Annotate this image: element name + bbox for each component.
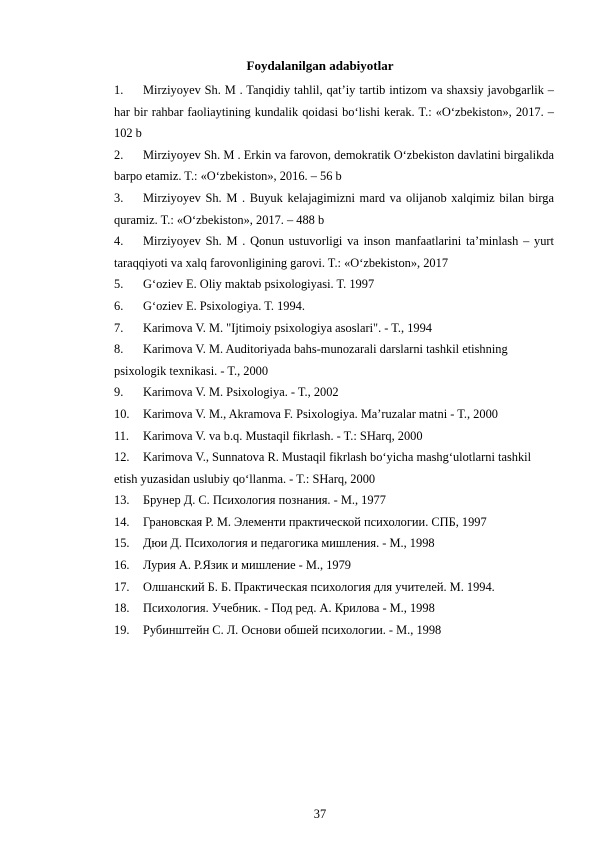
page-number: 37: [313, 807, 327, 821]
list-item: [114, 577, 554, 599]
reference-number: 8.: [114, 342, 124, 357]
reference-text: Karimova V. va b.q. Mustaqil fikrlash. - T.: SHarq, 2000: [143, 428, 423, 443]
list-item: [114, 404, 554, 426]
reference-text: G‘oziev E. Oliy maktab psixologiyasi. T. 1997: [143, 277, 375, 292]
list-item: [114, 512, 554, 534]
reference-text: Karimova V. M. "Ijtimoiy psixologiya asoslari". - T., 1994: [143, 320, 432, 335]
reference-text: Mirziyoyev Sh. M . Tanqidiy tahlil, qat’iy tartib intizom va shaxsiy javobgarlik – har bir rahbar faoliaytining kundalik qoidasi bo‘lishi kerak. T.: «O‘zbekiston», 2017. – 102 b: [114, 83, 554, 141]
list-item: [114, 533, 554, 555]
reference-number: 15.: [114, 536, 130, 551]
list-item: [114, 296, 554, 318]
reference-number: 5.: [114, 277, 124, 292]
list-item: [114, 598, 554, 620]
reference-number: 14.: [114, 514, 130, 529]
reference-text: Karimova V. M. Auditoriyada bahs-munozarali darslarni tashkil etishning psixologik texnikasi. - T., 2000: [114, 342, 508, 378]
list-item: [114, 339, 554, 382]
list-item: [114, 382, 554, 404]
reference-text: Mirziyoyev Sh. M . Qonun ustuvorligi va inson manfaatlarini ta’minlash – yurt taraqqiyoti va xalq farovonligining garovi. T.: «O‘zbekiston», 2017: [114, 234, 554, 270]
list-item: [114, 231, 554, 274]
page-title: Foydalanilgan adabiyotlar: [246, 58, 394, 73]
reference-text: Лурия А. Р.Язик и мишление - М., 1979: [143, 558, 352, 573]
reference-text: Брунер Д. С. Психология познания. - М., 1977: [143, 493, 386, 508]
reference-text: Mirziyoyev Sh. M . Buyuk kelajagimizni mard va olijanob xalqimiz bilan birga quramiz. T.: «O‘zbekiston», 2017. – 488 b: [114, 190, 554, 227]
reference-number: 11.: [114, 428, 130, 443]
reference-text: Психология. Учебник. - Под ред. А. Крилова - М., 1998: [143, 601, 435, 616]
reference-number: 1.: [114, 83, 124, 97]
reference-text: Karimova V. M., Akramova F. Psixologiya. Ma’ruzalar matni - T., 2000: [143, 406, 498, 421]
list-item: [114, 80, 554, 145]
reference-text: Mirziyoyev Sh. M . Erkin va farovon, demokratik O‘zbekiston davlatini birgalikda barpo etamiz. T.: «O‘zbekiston», 2016. – 56 b: [114, 147, 554, 184]
list-item: [114, 620, 554, 642]
reference-number: 13.: [114, 493, 130, 508]
reference-number: 12.: [114, 450, 130, 465]
reference-number: 16.: [114, 558, 130, 573]
list-item: [114, 145, 554, 188]
reference-text: Karimova V., Sunnatova R. Mustaqil fikrlash bo‘yicha mashg‘ulotlarni tashkil etish yuzasidan uslubiy qo‘llanma. - T.: SHarq, 2000: [114, 450, 532, 486]
reference-list: [114, 80, 554, 641]
reference-number: 6.: [114, 298, 124, 313]
reference-text: Karimova V. M. Psixologiya. - T., 2002: [143, 385, 339, 400]
list-item: [114, 555, 554, 577]
reference-number: 3.: [114, 190, 124, 205]
reference-text: Дюи Д. Психология и педагогика мишления. - М., 1998: [143, 536, 435, 551]
list-item: [114, 490, 554, 512]
list-item: [114, 447, 554, 490]
reference-number: 2.: [114, 147, 124, 162]
reference-number: 10.: [114, 406, 130, 421]
reference-number: 7.: [114, 320, 124, 335]
list-item: [114, 274, 554, 296]
reference-number: 18.: [114, 601, 130, 616]
reference-number: 4.: [114, 234, 124, 249]
reference-text: G‘oziev E. Psixologiya. T. 1994.: [143, 298, 305, 313]
reference-number: 17.: [114, 579, 130, 594]
list-item: [114, 318, 554, 340]
reference-text: Олшанский Б. Б. Практическая психология для учителей. М. 1994.: [143, 579, 495, 594]
reference-text: Рубинштейн С. Л. Основи обшей психологии. - М., 1998: [143, 622, 442, 637]
reference-number: 19.: [114, 622, 130, 637]
reference-number: 9.: [114, 385, 124, 400]
list-item: [114, 426, 554, 448]
reference-text: Грановская Р. М. Элементи практической психологии. СПБ, 1997: [143, 514, 487, 529]
list-item: [114, 188, 554, 231]
